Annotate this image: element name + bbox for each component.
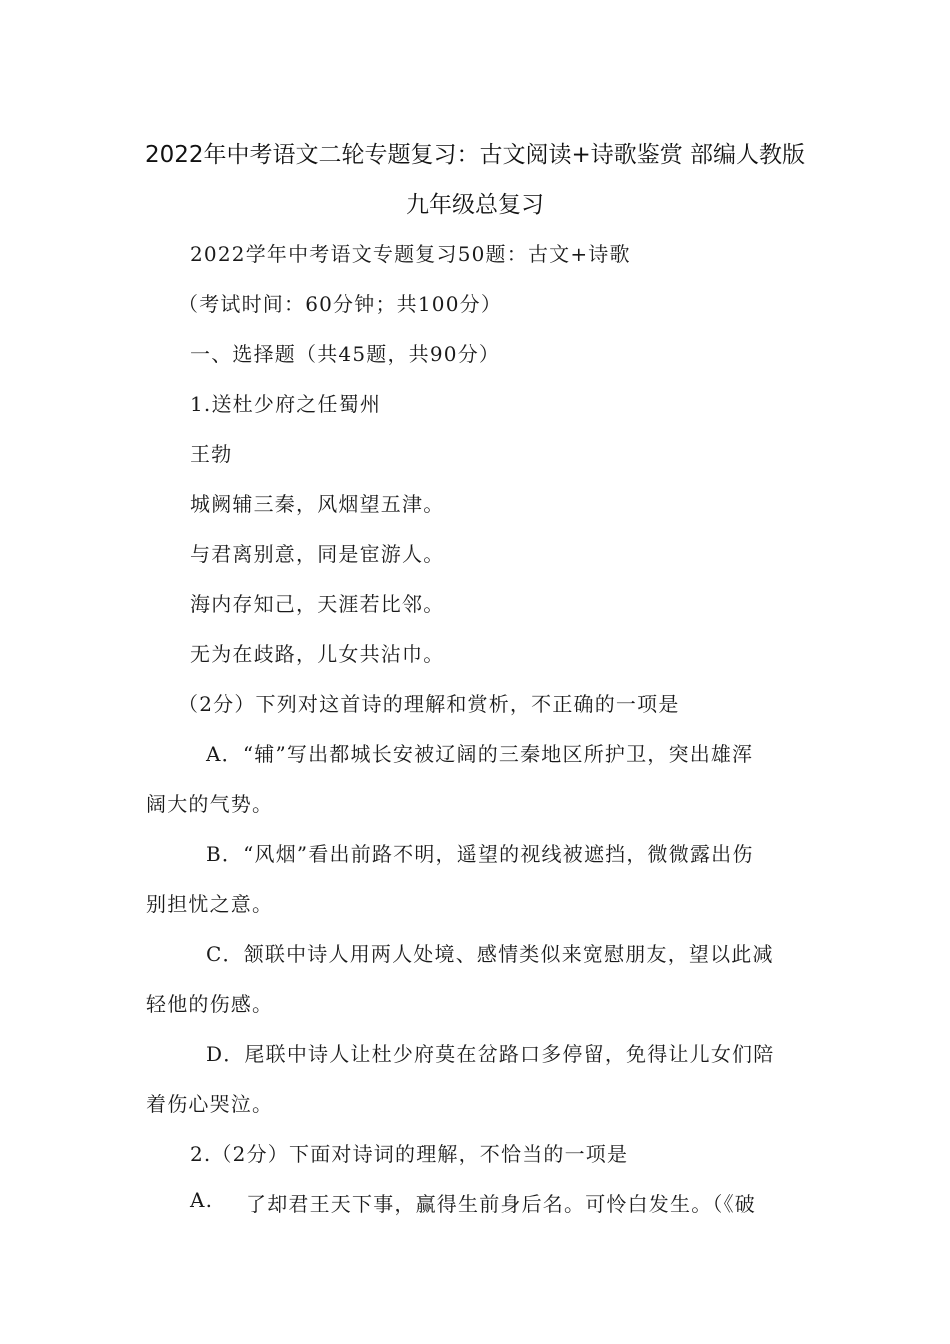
option-b-line2: 别担忧之意。 — [146, 892, 274, 916]
option-a-line1: A．“辅”写出都城长安被辽阔的三秦地区所护卫，突出雄浑 — [206, 742, 754, 766]
question-2-option-a-label: A. — [190, 1188, 214, 1212]
poem-line: 与君离别意，同是宦游人。 — [190, 542, 445, 566]
option-c-line1: C．颔联中诗人用两人处境、感情类似来宽慰朋友，望以此减 — [206, 942, 774, 966]
option-b-line1: B．“风烟”看出前路不明，遥望的视线被遮挡，微微露出伤 — [206, 842, 754, 866]
poem-line: 城阙辅三秦，风烟望五津。 — [190, 492, 445, 516]
poem-line: 海内存知己，天涯若比邻。 — [190, 592, 445, 616]
question-2-prompt: 2.（2分）下面对诗词的理解，不恰当的一项是 — [190, 1142, 629, 1166]
question-1-prompt: （2分）下列对这首诗的理解和赏析，不正确的一项是 — [178, 692, 680, 716]
option-d-line2: 着伤心哭泣。 — [146, 1092, 274, 1116]
subtitle: 2022学年中考语文专题复习50题：古文+诗歌 — [190, 242, 631, 266]
question-2-option-a-text: 了却君王天下事，赢得生前身后名。可怜白发生。（《破 — [246, 1192, 756, 1216]
exam-info: （考试时间：60分钟；共100分） — [178, 292, 503, 316]
poem-author: 王勃 — [190, 442, 233, 466]
poem-line: 无为在歧路，儿女共沾巾。 — [190, 642, 445, 666]
question-1-title: 1.送杜少府之任蜀州 — [190, 392, 382, 416]
option-a-line2: 阔大的气势。 — [146, 792, 274, 816]
option-c-line2: 轻他的伤感。 — [146, 992, 274, 1016]
section-heading: 一、选择题（共45题，共90分） — [190, 342, 501, 366]
document-title-line2: 九年级总复习 — [406, 192, 544, 218]
document-title-line1: 2022年中考语文二轮专题复习：古文阅读+诗歌鉴赏 部编人教版 — [144, 142, 806, 168]
option-d-line1: D．尾联中诗人让杜少府莫在岔路口多停留，免得让儿女们陪 — [206, 1042, 775, 1066]
